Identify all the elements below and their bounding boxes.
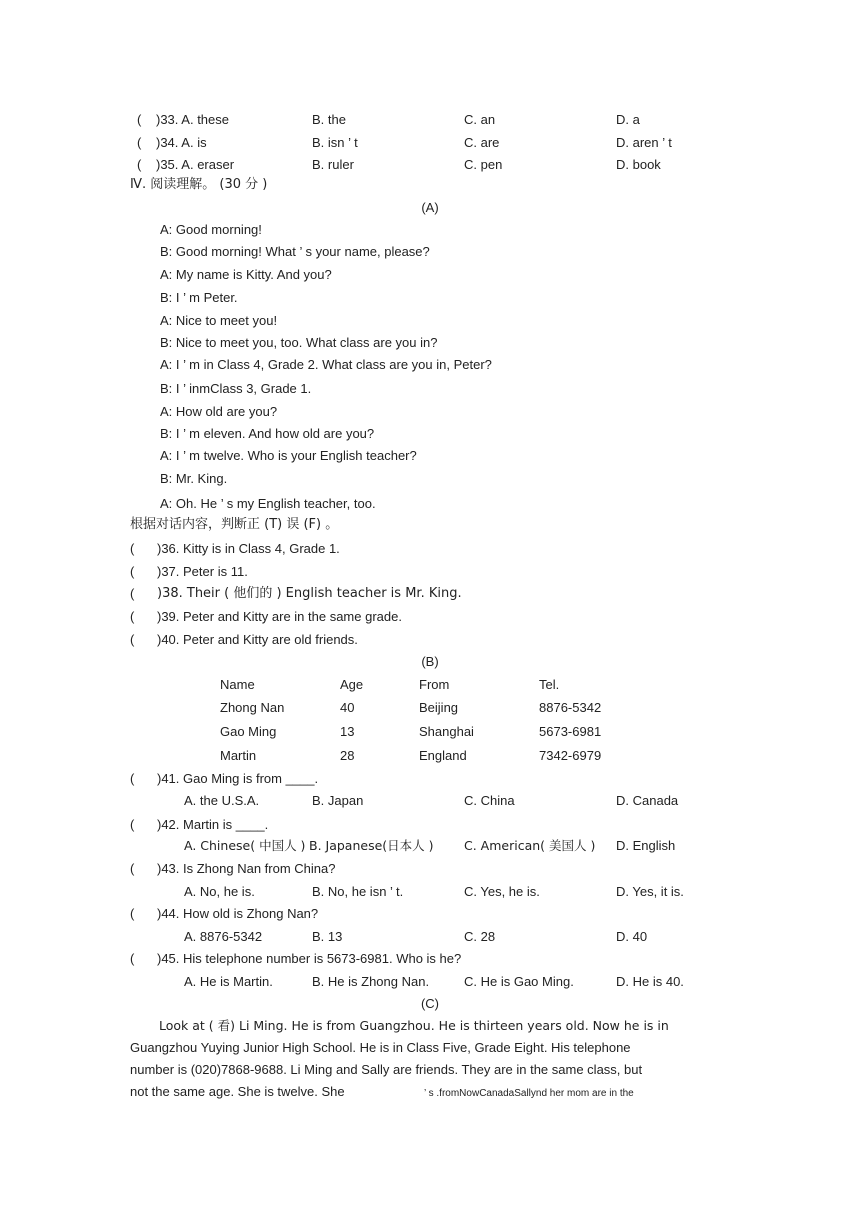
dialogue-line: A: How old are you? <box>160 404 278 419</box>
passage-line-tail: ’ s .fromNowCanadaSallynd her mom are in the <box>424 1088 634 1099</box>
dialogue-line: A: My name is Kitty. And you? <box>160 267 332 282</box>
table-cell: Zhong Nan <box>220 700 285 715</box>
table-cell: 40 <box>340 700 355 715</box>
option-d: D. 40 <box>616 929 648 944</box>
table-cell: 13 <box>340 724 355 739</box>
answer-paren: ( <box>130 906 135 921</box>
option-c: C. China <box>464 793 515 808</box>
question-stem: )42. Martin is ____. <box>157 817 269 832</box>
dialogue-line: B: Nice to meet you, too. What class are you in? <box>160 335 438 350</box>
instruction: 根据对话内容，判断正 (T) 误 (F) 。 <box>130 517 339 532</box>
question-stem: )45. His telephone number is 5673-6981. Who is he? <box>157 951 462 966</box>
option-b: B. ruler <box>312 157 354 172</box>
option-b: B. the <box>312 112 346 127</box>
table-header: From <box>419 677 450 692</box>
dialogue-line: B: I ’ m eleven. And how old are you? <box>160 426 375 441</box>
option-a: )34. A. is <box>156 135 207 150</box>
passage-line: Guangzhou Yuying Junior High School. He is in Class Five, Grade Eight. His telephone <box>130 1040 631 1055</box>
dialogue-line: B: Good morning! What ’ s your name, please? <box>160 244 430 259</box>
dialogue-line: B: I ’ m Peter. <box>160 290 238 305</box>
dialogue-line: B: Mr. King. <box>160 471 228 486</box>
answer-paren: ( <box>130 564 135 579</box>
option-a: )33. A. these <box>156 112 229 127</box>
table-header: Tel. <box>539 677 560 692</box>
option-c: C. 28 <box>464 929 496 944</box>
option-a: )35. A. eraser <box>156 157 235 172</box>
tf-item: )40. Peter and Kitty are old friends. <box>157 632 358 647</box>
table-cell: 28 <box>340 748 355 763</box>
table-cell: 8876-5342 <box>539 700 602 715</box>
dialogue-line: A: Nice to meet you! <box>160 313 278 328</box>
option-c: C. American( 美国人 ) <box>464 838 596 853</box>
option-d: D. He is 40. <box>616 974 684 989</box>
option-b: B. isn ’ t <box>312 135 358 150</box>
option-c: C. are <box>464 135 500 150</box>
dialogue-line: A: I ’ m twelve. Who is your English teacher? <box>160 448 417 463</box>
answer-paren: ( <box>130 861 135 876</box>
section-heading: Ⅳ. 阅读理解。 (30 分 ) <box>130 177 268 192</box>
answer-paren: ( <box>130 586 135 601</box>
part-a-label: (A) <box>421 200 439 215</box>
option-b: B. Japanese(日本人 ) <box>309 838 434 853</box>
table-header: Name <box>220 677 255 692</box>
answer-paren: ( <box>130 771 135 786</box>
dialogue-line: B: I ’ inmClass 3, Grade 1. <box>160 381 312 396</box>
answer-paren: ( <box>137 157 142 172</box>
option-c: C. an <box>464 112 496 127</box>
option-b: B. He is Zhong Nan. <box>312 974 430 989</box>
passage-line: not the same age. She is twelve. She <box>130 1084 345 1099</box>
option-a: A. Chinese( 中国人 ) <box>184 838 306 853</box>
answer-paren: ( <box>130 632 135 647</box>
answer-paren: ( <box>130 609 135 624</box>
part-b-label: (B) <box>421 654 439 669</box>
option-a: A. the U.S.A. <box>184 793 260 808</box>
answer-paren: ( <box>130 817 135 832</box>
option-a: A. No, he is. <box>184 884 255 899</box>
table-cell: Martin <box>220 748 257 763</box>
tf-item: )37. Peter is 11. <box>157 564 248 579</box>
dialogue-line: A: I ’ m in Class 4, Grade 2. What class are you in, Peter? <box>160 357 492 372</box>
option-d: D. English <box>616 838 676 853</box>
option-a: A. He is Martin. <box>184 974 273 989</box>
tf-item: )39. Peter and Kitty are in the same grade. <box>157 609 402 624</box>
option-d: D. book <box>616 157 661 172</box>
table-cell: 7342-6979 <box>539 748 602 763</box>
tf-item: )36. Kitty is in Class 4, Grade 1. <box>157 541 340 556</box>
answer-paren: ( <box>130 541 135 556</box>
question-stem: )44. How old is Zhong Nan? <box>157 906 319 921</box>
option-c: C. He is Gao Ming. <box>464 974 574 989</box>
option-b: B. Japan <box>312 793 364 808</box>
passage-line: Look at ( 看) Li Ming. He is from Guangzhou. He is thirteen years old. Now he is in <box>159 1018 669 1033</box>
table-cell: England <box>419 748 467 763</box>
option-a: A. 8876-5342 <box>184 929 263 944</box>
option-b: B. 13 <box>312 929 343 944</box>
dialogue-line: A: Good morning! <box>160 222 262 237</box>
question-stem: )43. Is Zhong Nan from China? <box>157 861 336 876</box>
answer-paren: ( <box>137 112 142 127</box>
option-d: D. Canada <box>616 793 679 808</box>
table-cell: 5673-6981 <box>539 724 602 739</box>
dialogue-line: A: Oh. He ’ s my English teacher, too. <box>160 496 376 511</box>
part-c-label: (C) <box>420 996 440 1011</box>
table-header: Age <box>340 677 364 692</box>
option-c: C. Yes, he is. <box>464 884 540 899</box>
option-d: D. a <box>616 112 640 127</box>
answer-paren: ( <box>137 135 142 150</box>
table-cell: Shanghai <box>419 724 474 739</box>
option-b: B. No, he isn ’ t. <box>312 884 404 899</box>
passage-line: number is (020)7868-9688. Li Ming and Sally are friends. They are in the same class, but <box>130 1062 643 1077</box>
tf-item: )38. Their ( 他们的 ) English teacher is Mr. King. <box>157 586 462 601</box>
option-d: D. Yes, it is. <box>616 884 684 899</box>
table-cell: Beijing <box>419 700 459 715</box>
answer-paren: ( <box>130 951 135 966</box>
question-stem: )41. Gao Ming is from ____. <box>157 771 319 786</box>
option-d: D. aren ’ t <box>616 135 672 150</box>
option-c: C. pen <box>464 157 503 172</box>
table-cell: Gao Ming <box>220 724 277 739</box>
